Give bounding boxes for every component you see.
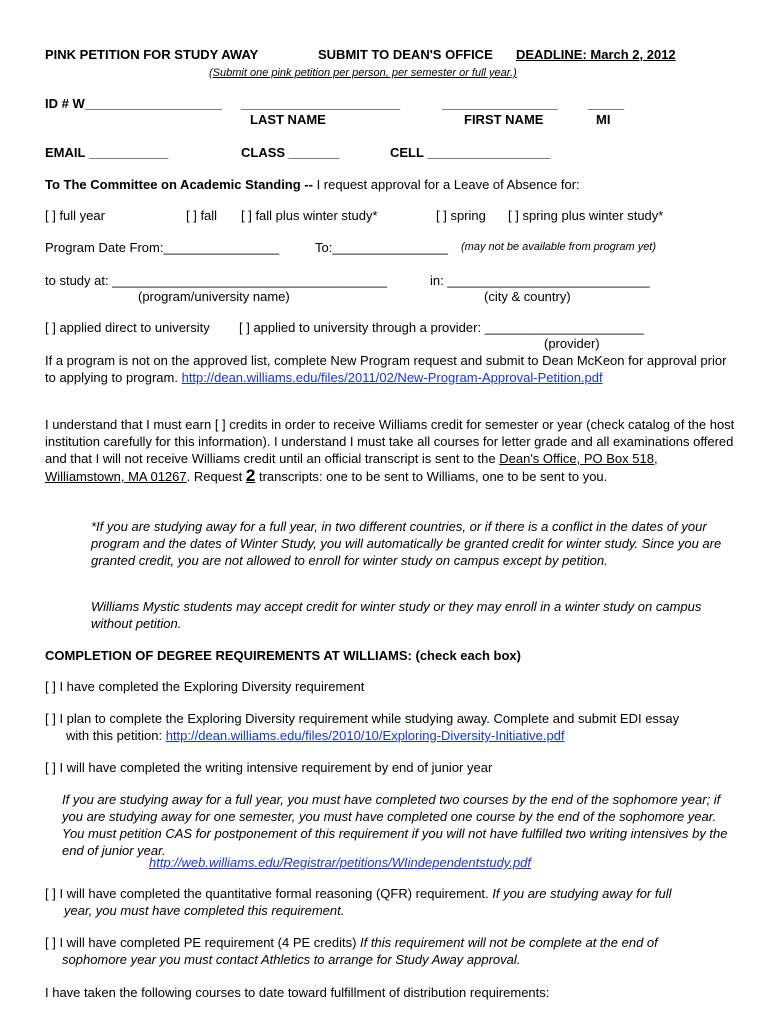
date-from-field[interactable]: Program Date From:________________ [45, 240, 280, 255]
first-name-field[interactable]: ________________ [442, 96, 558, 111]
option-spring-winter[interactable]: [ ] spring plus winter study* [508, 208, 664, 223]
credits-paragraph [45, 416, 735, 485]
transcript-count: 2 [245, 466, 256, 485]
qfr-note: If you are studying away for full [492, 886, 672, 901]
wi-link[interactable]: http://web.williams.edu/Registrar/petitions/WIindependentstudy.pdf [149, 855, 532, 870]
ed-plan-text-2: with this petition: [66, 728, 166, 743]
mi-field[interactable]: _____ [588, 96, 625, 111]
last-name-field[interactable]: ______________________ [241, 96, 401, 111]
qfr-option[interactable]: [ ] I will have completed the quantitative formal reasoning (QFR) requirement. [45, 886, 489, 901]
mi-label: MI [596, 112, 611, 127]
cell-field[interactable]: CELL _________________ [390, 145, 551, 160]
pe-line [45, 935, 658, 950]
deadline: DEADLINE: March 2, 2012 [516, 47, 676, 62]
qfr-note-2: year, you must have completed this requirement. [64, 903, 345, 918]
credits-text-2: . Request [186, 469, 246, 484]
ed-link[interactable]: http://dean.williams.edu/files/2010/10/Exploring-Diversity-Initiative.pdf [165, 728, 565, 743]
option-spring[interactable]: [ ] spring [436, 208, 486, 223]
option-full-year[interactable]: [ ] full year [45, 208, 105, 223]
date-to-field[interactable]: To:________________ [315, 240, 449, 255]
applied-direct-option[interactable]: [ ] applied direct to university [45, 320, 210, 335]
form-subtitle: (Submit one pink petition per person, per semester or full year.) [209, 67, 517, 79]
option-fall[interactable]: [ ] fall [186, 208, 218, 223]
pe-option[interactable]: [ ] I will have completed PE requirement (4 PE credits) [45, 935, 357, 950]
mystic-note: Williams Mystic students may accept credit for winter study or they may enroll in a winter study on campus without petition. [91, 599, 702, 631]
email-field[interactable]: EMAIL ___________ [45, 145, 169, 160]
new-program-paragraph [45, 352, 735, 386]
deans-office-address: Dean's Office, PO Box 518, Williamstown, MA 01267 [45, 451, 658, 484]
form-title: PINK PETITION FOR STUDY AWAY [45, 47, 259, 62]
winter-study-note: *If you are studying away for a full year, in two different countries, or if there is a conflict in the dates of your program and the dates of Winter Study, you will automatically be granted credit for winter study. Since you are granted credit, you are not allowed to enroll for winter study on campus except by petition. [91, 519, 722, 568]
provider-caption: (provider) [544, 336, 600, 351]
new-program-text: If a program is not on the approved list, complete New Program request and submit to Dean McKeon for approval prior to applying to program. [45, 353, 727, 385]
distribution-courses-line: I have taken the following courses to date toward fulfillment of distribution requirements: [45, 985, 550, 1000]
program-caption: (program/university name) [138, 289, 290, 304]
wi-note: If you are studying away for a full year, you must have completed two courses by the end of the sophomore year; if you are studying away for one semester, you must have completed one course by the end of the sophomore year. You must petition CAS for postponement of this requirement if you will not have fulfilled two writing intensives by the end of junior year. [62, 792, 728, 858]
option-fall-winter[interactable]: [ ] fall plus winter study* [241, 208, 378, 223]
last-name-label: LAST NAME [250, 112, 326, 127]
credits-text-3: transcripts: one to be sent to Williams, one to be sent to you. [255, 469, 608, 484]
credits-text-1: I understand that I must earn [ ] credits in order to receive Williams credit for semester or year (check catalog of the host institution carefully for this information). I understand I must take all courses for letter grade and all examinations offered and that I will not receive Williams credit until an official transcript is sent to the [45, 417, 735, 466]
first-name-label: FIRST NAME [464, 112, 544, 127]
study-at-field[interactable]: to study at: ______________________________________ [45, 273, 387, 288]
new-program-link[interactable]: http://dean.williams.edu/files/2011/02/New-Program-Approval-Petition.pdf [181, 370, 603, 385]
committee-heading: To The Committee on Academic Standing -- [45, 177, 313, 192]
city-caption: (city & country) [484, 289, 571, 304]
date-note: (may not be available from program yet) [461, 241, 657, 253]
id-field[interactable]: ID # W___________________ [45, 96, 223, 111]
request-line [45, 177, 580, 192]
ed-plan-line-2 [66, 728, 565, 743]
study-in-field[interactable]: in: ____________________________ [430, 273, 650, 288]
requirements-heading: COMPLETION OF DEGREE REQUIREMENTS AT WILLIAMS: (check each box) [45, 648, 521, 663]
class-field[interactable]: CLASS _______ [241, 145, 340, 160]
applied-provider-option[interactable]: [ ] applied to university through a provider: ______________________ [239, 320, 644, 335]
pe-note-2: sophomore year you must contact Athletics to arrange for Study Away approval. [62, 952, 521, 967]
pe-note: If this requirement will not be complete at the end of [360, 935, 658, 950]
submit-instruction: SUBMIT TO DEAN'S OFFICE [318, 47, 493, 62]
wi-option[interactable]: [ ] I will have completed the writing intensive requirement by end of junior year [45, 760, 493, 775]
request-text: I request approval for a Leave of Absence for: [312, 177, 580, 192]
ed-completed-option[interactable]: [ ] I have completed the Exploring Diversity requirement [45, 679, 365, 694]
qfr-line [45, 886, 671, 901]
ed-plan-option[interactable]: [ ] I plan to complete the Exploring Diversity requirement while studying away. Complete and submit EDI essay [45, 711, 680, 726]
